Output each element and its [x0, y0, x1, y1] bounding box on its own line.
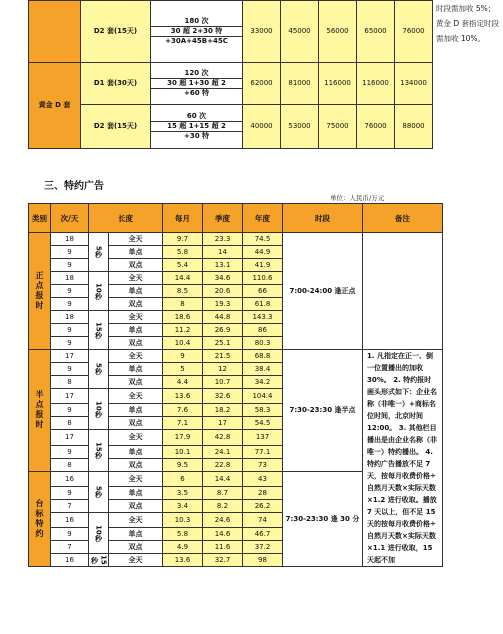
- monthly-price-cell: 13.6: [163, 389, 203, 404]
- slot-type-cell: 双点: [109, 458, 163, 471]
- quarterly-price-cell: 21.5: [203, 350, 243, 363]
- monthly-price-cell: 14.4: [163, 272, 203, 285]
- price-cell: 62000: [243, 63, 281, 105]
- package-group-label: 黄金 D 套: [29, 63, 81, 149]
- times-per-day-cell: 18: [51, 272, 89, 285]
- monthly-price-cell: 18.6: [163, 311, 203, 324]
- monthly-price-cell: 9.7: [163, 233, 203, 246]
- times-per-day-cell: 9: [51, 246, 89, 259]
- price-cell: 65000: [357, 1, 395, 63]
- slot-type-cell: 全天: [109, 389, 163, 404]
- times-per-day-cell: 9: [51, 298, 89, 311]
- length-seconds-cell: 10秒: [89, 512, 109, 553]
- price-cell: 53000: [281, 105, 319, 149]
- monthly-price-cell: 9.5: [163, 458, 203, 471]
- monthly-price-cell: 3.5: [163, 486, 203, 499]
- schedule-line: +30A+45B+45C: [151, 36, 242, 46]
- header-time-slot: 时段: [283, 204, 363, 233]
- monthly-price-cell: 10.4: [163, 337, 203, 350]
- length-seconds-cell: 15秒: [89, 430, 109, 471]
- schedule-line: 60 次: [186, 112, 207, 120]
- length-seconds-cell: 5秒: [89, 471, 109, 512]
- slot-type-cell: 单点: [109, 246, 163, 259]
- times-per-day-cell: 9: [51, 445, 89, 458]
- monthly-price-cell: 13.6: [163, 554, 203, 567]
- price-cell: 116000: [319, 63, 357, 105]
- header-category: 类别: [29, 204, 51, 233]
- yearly-price-cell: 44.9: [243, 246, 283, 259]
- quarterly-price-cell: 25.1: [203, 337, 243, 350]
- times-per-day-cell: 17: [51, 430, 89, 445]
- schedule-line: 180 次: [184, 17, 209, 25]
- length-seconds-cell: 10秒: [89, 389, 109, 430]
- monthly-price-cell: 5: [163, 363, 203, 376]
- price-cell: 40000: [243, 105, 281, 149]
- slot-type-cell: 全天: [109, 272, 163, 285]
- schedule-line: 15 超 1+15 超 2: [151, 121, 242, 131]
- yearly-price-cell: 137: [243, 430, 283, 445]
- monthly-price-cell: 6: [163, 471, 203, 486]
- quarterly-price-cell: 24.1: [203, 445, 243, 458]
- length-seconds-cell: 15秒: [90, 555, 108, 565]
- yearly-price-cell: 68.8: [243, 350, 283, 363]
- slot-type-cell: 单点: [109, 363, 163, 376]
- package-label: D2 套(15天): [81, 1, 151, 63]
- times-per-day-cell: 18: [51, 311, 89, 324]
- schedule-line: 30 超 1+30 超 2: [151, 78, 242, 88]
- times-per-day-cell: 9: [51, 259, 89, 272]
- monthly-price-cell: 8.5: [163, 285, 203, 298]
- price-cell: 116000: [357, 63, 395, 105]
- price-cell: 76000: [357, 105, 395, 149]
- times-per-day-cell: 7: [51, 541, 89, 554]
- quarterly-price-cell: 14.6: [203, 528, 243, 541]
- schedule-line: 120 次: [184, 69, 209, 77]
- yearly-price-cell: 77.1: [243, 445, 283, 458]
- monthly-price-cell: 17.9: [163, 430, 203, 445]
- section-title: 三、特约广告: [44, 181, 104, 192]
- yearly-price-cell: 38.4: [243, 363, 283, 376]
- length-seconds-cell: 10秒: [89, 272, 109, 311]
- price-cell: 76000: [395, 1, 433, 63]
- quarterly-price-cell: 32.6: [203, 389, 243, 404]
- slot-type-cell: 单点: [109, 285, 163, 298]
- slot-type-cell: 全天: [109, 554, 163, 567]
- yearly-price-cell: 86: [243, 324, 283, 337]
- yearly-price-cell: 34.2: [243, 376, 283, 389]
- slot-type-cell: 全天: [109, 430, 163, 445]
- times-per-day-cell: 7: [51, 499, 89, 512]
- monthly-price-cell: 10.1: [163, 445, 203, 458]
- times-per-day-cell: 9: [51, 285, 89, 298]
- quarterly-price-cell: 11.6: [203, 541, 243, 554]
- slot-type-cell: 全天: [109, 311, 163, 324]
- package-group-cell-upper: [29, 1, 81, 63]
- yearly-price-cell: 80.3: [243, 337, 283, 350]
- slot-type-cell: 单点: [109, 445, 163, 458]
- schedule-line: 30 超 2+30 特: [151, 26, 242, 36]
- slot-type-cell: 单点: [109, 486, 163, 499]
- remark-cell: 1. 凡指定在正一、倒一位置播出的加收 30%。 2. 特约报时画头形式如下：企业名称（非唯一）+商标名位时间，北京时间 12:00。 3. 其他栏目播出是由企业名称（非唯一）特约播出。 4. 特约广告播放不足 7 天，按每月收费价格÷自然月天数×实际天数×1.2 进行收取。播放 7 天以上，但不足 15 天的按每月收费价格÷自然月天数×实际天数×1.1 进行收取，15 天起不加: [363, 350, 443, 567]
- slot-type-cell: 双点: [109, 417, 163, 430]
- price-cell: 134000: [395, 63, 433, 105]
- slot-type-cell: 双点: [109, 337, 163, 350]
- header-times-per-day: 次/天: [51, 204, 89, 233]
- quarterly-price-cell: 14.4: [203, 471, 243, 486]
- quarterly-price-cell: 32.7: [203, 554, 243, 567]
- times-per-day-cell: 16: [51, 471, 89, 486]
- quarterly-price-cell: 8.2: [203, 499, 243, 512]
- quarterly-price-cell: 19.3: [203, 298, 243, 311]
- package-pricing-table: [28, 0, 503, 149]
- times-per-day-cell: 9: [51, 404, 89, 417]
- yearly-price-cell: 73: [243, 458, 283, 471]
- unit-label: 单位：人民币/万元: [330, 194, 385, 202]
- category-cell: 正点报时: [29, 233, 51, 350]
- header-row: [29, 204, 443, 233]
- header-length: 长度: [89, 204, 163, 233]
- monthly-price-cell: 3.4: [163, 499, 203, 512]
- slot-type-cell: 单点: [109, 404, 163, 417]
- yearly-price-cell: 104.4: [243, 389, 283, 404]
- times-per-day-cell: 8: [51, 376, 89, 389]
- yearly-price-cell: 61.8: [243, 298, 283, 311]
- yearly-price-cell: 110.6: [243, 272, 283, 285]
- quarterly-price-cell: 24.6: [203, 512, 243, 527]
- quarterly-price-cell: 44.8: [203, 311, 243, 324]
- slot-type-cell: 双点: [109, 499, 163, 512]
- time-slot-cell: 7:00-24:00 逢正点: [283, 233, 363, 350]
- header-quarterly: 季度: [203, 204, 243, 233]
- yearly-price-cell: 37.2: [243, 541, 283, 554]
- time-slot-cell: 7:30-23:30 逢 30 分: [283, 471, 363, 567]
- slot-type-cell: 全天: [109, 471, 163, 486]
- header-remark: 备注: [363, 204, 443, 233]
- slot-type-cell: 双点: [109, 541, 163, 554]
- schedule-line: +60 特: [151, 88, 242, 98]
- sponsorship-ad-table: [28, 203, 443, 567]
- times-per-day-cell: 8: [51, 417, 89, 430]
- monthly-price-cell: 9: [163, 350, 203, 363]
- quarterly-price-cell: 34.6: [203, 272, 243, 285]
- yearly-price-cell: 54.5: [243, 417, 283, 430]
- slot-type-cell: 双点: [109, 376, 163, 389]
- slot-type-cell: 全天: [109, 233, 163, 246]
- header-monthly: 每月: [163, 204, 203, 233]
- times-per-day-cell: 8: [51, 458, 89, 471]
- quarterly-price-cell: 13.1: [203, 259, 243, 272]
- slot-type-cell: 单点: [109, 324, 163, 337]
- monthly-price-cell: 5.8: [163, 246, 203, 259]
- quarterly-price-cell: 18.2: [203, 404, 243, 417]
- slot-type-cell: 全天: [109, 512, 163, 527]
- yearly-price-cell: 46.7: [243, 528, 283, 541]
- time-slot-cell: 7:30-23:30 逢半点: [283, 350, 363, 472]
- table-row: [29, 350, 443, 363]
- times-per-day-cell: 9: [51, 363, 89, 376]
- quarterly-price-cell: 20.6: [203, 285, 243, 298]
- quarterly-price-cell: 26.9: [203, 324, 243, 337]
- monthly-price-cell: 4.9: [163, 541, 203, 554]
- package-label: D1 套(30天): [81, 63, 151, 105]
- monthly-price-cell: 8: [163, 298, 203, 311]
- package-label: D2 套(15天): [81, 105, 151, 149]
- times-per-day-cell: 9: [51, 486, 89, 499]
- times-per-day-cell: 17: [51, 389, 89, 404]
- yearly-price-cell: 43: [243, 471, 283, 486]
- quarterly-price-cell: 22.8: [203, 458, 243, 471]
- yearly-price-cell: 58.3: [243, 404, 283, 417]
- times-per-day-cell: 16: [51, 512, 89, 527]
- times-per-day-cell: 9: [51, 528, 89, 541]
- yearly-price-cell: 41.9: [243, 259, 283, 272]
- quarterly-price-cell: 14: [203, 246, 243, 259]
- yearly-price-cell: 74: [243, 512, 283, 527]
- slot-type-cell: 双点: [109, 259, 163, 272]
- monthly-price-cell: 10.3: [163, 512, 203, 527]
- monthly-price-cell: 11.2: [163, 324, 203, 337]
- package-schedule: [151, 105, 243, 149]
- quarterly-price-cell: 10.7: [203, 376, 243, 389]
- times-per-day-cell: 17: [51, 350, 89, 363]
- slot-type-cell: 单点: [109, 528, 163, 541]
- remark-blank-cell: [363, 233, 443, 350]
- category-cell: 台标特约: [29, 471, 51, 567]
- times-per-day-cell: 9: [51, 324, 89, 337]
- package-note: 时段需加收 5%；黄金 D 套指定时段需加收 10%。: [433, 1, 503, 149]
- monthly-price-cell: 7.6: [163, 404, 203, 417]
- monthly-price-cell: 7.1: [163, 417, 203, 430]
- price-cell: 56000: [319, 1, 357, 63]
- category-cell: 半点报时: [29, 350, 51, 472]
- yearly-price-cell: 26.2: [243, 499, 283, 512]
- monthly-price-cell: 5.8: [163, 528, 203, 541]
- yearly-price-cell: 66: [243, 285, 283, 298]
- quarterly-price-cell: 17: [203, 417, 243, 430]
- price-cell: 81000: [281, 63, 319, 105]
- length-seconds-cell: 5秒: [89, 233, 109, 272]
- times-per-day-cell: 16: [51, 554, 89, 567]
- monthly-price-cell: 4.4: [163, 376, 203, 389]
- package-schedule: [151, 63, 243, 105]
- price-cell: 45000: [281, 1, 319, 63]
- price-cell: 88000: [395, 105, 433, 149]
- price-cell: 33000: [243, 1, 281, 63]
- yearly-price-cell: 98: [243, 554, 283, 567]
- yearly-price-cell: 74.5: [243, 233, 283, 246]
- quarterly-price-cell: 8.7: [203, 486, 243, 499]
- quarterly-price-cell: 12: [203, 363, 243, 376]
- slot-type-cell: 双点: [109, 298, 163, 311]
- yearly-price-cell: 28: [243, 486, 283, 499]
- quarterly-price-cell: 42.8: [203, 430, 243, 445]
- slot-type-cell: 全天: [109, 350, 163, 363]
- length-seconds-cell: 15秒: [89, 311, 109, 350]
- monthly-price-cell: 5.4: [163, 259, 203, 272]
- yearly-price-cell: 143.3: [243, 311, 283, 324]
- table-row: [29, 233, 443, 246]
- times-per-day-cell: 9: [51, 337, 89, 350]
- price-cell: 75000: [319, 105, 357, 149]
- times-per-day-cell: 18: [51, 233, 89, 246]
- quarterly-price-cell: 23.3: [203, 233, 243, 246]
- package-schedule: [151, 1, 243, 63]
- length-seconds-cell: 5秒: [89, 350, 109, 389]
- header-yearly: 年度: [243, 204, 283, 233]
- schedule-line: +30 特: [151, 131, 242, 141]
